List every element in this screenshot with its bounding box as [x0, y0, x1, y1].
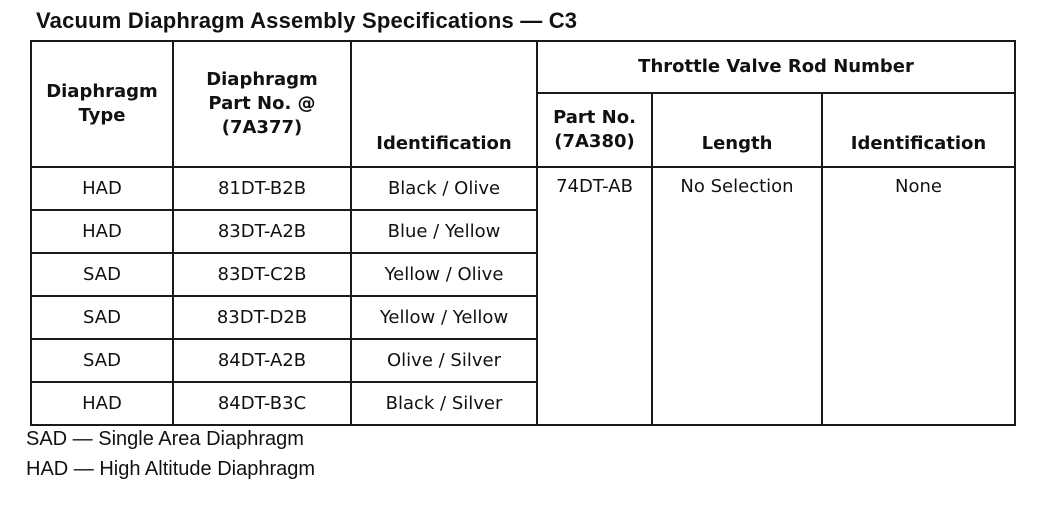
page-title: Vacuum Diaphragm Assembly Specifications — C3 [36, 8, 578, 33]
cell-diaphragm-type: SAD [31, 296, 173, 339]
header-rod-part-no-line2: (7A380) [554, 131, 635, 152]
cell-diaphragm-part-no: 83DT-C2B [173, 253, 351, 296]
cell-diaphragm-part-no: 83DT-A2B [173, 210, 351, 253]
header-rod-identification: Identification [822, 93, 1015, 167]
cell-rod-length: No Selection [652, 167, 822, 425]
cell-rod-identification: None [822, 167, 1015, 425]
cell-identification: Olive / Silver [351, 339, 537, 382]
cell-identification: Blue / Yellow [351, 210, 537, 253]
header-throttle-group: Throttle Valve Rod Number [537, 41, 1015, 93]
cell-diaphragm-type: SAD [31, 253, 173, 296]
cell-identification: Black / Olive [351, 167, 537, 210]
cell-diaphragm-part-no: 81DT-B2B [173, 167, 351, 210]
cell-identification: Yellow / Olive [351, 253, 537, 296]
cell-diaphragm-type: SAD [31, 339, 173, 382]
header-diaphragm-part-no [173, 41, 351, 167]
header-rod-part-no [537, 93, 652, 167]
header-diaphragm-type-line2: Type [78, 105, 126, 126]
spec-table [30, 40, 1016, 426]
footnote-sad: SAD — Single Area Diaphragm [26, 428, 304, 450]
cell-identification: Black / Silver [351, 382, 537, 425]
header-row-top [31, 41, 1015, 93]
cell-diaphragm-type: HAD [31, 210, 173, 253]
cell-rod-part-no: 74DT-AB [537, 167, 652, 425]
cell-diaphragm-part-no: 84DT-A2B [173, 339, 351, 382]
cell-diaphragm-part-no: 83DT-D2B [173, 296, 351, 339]
header-diaphragm-part-no-line3: (7A377) [221, 117, 303, 138]
cell-diaphragm-type: HAD [31, 167, 173, 210]
header-rod-length: Length [652, 93, 822, 167]
header-diaphragm-type [31, 41, 173, 167]
table-row [31, 167, 1015, 210]
header-diaphragm-part-no-line1: Diaphragm [206, 69, 318, 90]
header-diaphragm-part-no-line2: Part No. @ [208, 93, 316, 114]
cell-identification: Yellow / Yellow [351, 296, 537, 339]
header-diaphragm-type-line1: Diaphragm [46, 81, 158, 102]
cell-diaphragm-type: HAD [31, 382, 173, 425]
header-identification: Identification [351, 41, 537, 167]
footnote-had: HAD — High Altitude Diaphragm [26, 458, 316, 480]
cell-diaphragm-part-no: 84DT-B3C [173, 382, 351, 425]
header-rod-part-no-line1: Part No. [553, 107, 636, 128]
